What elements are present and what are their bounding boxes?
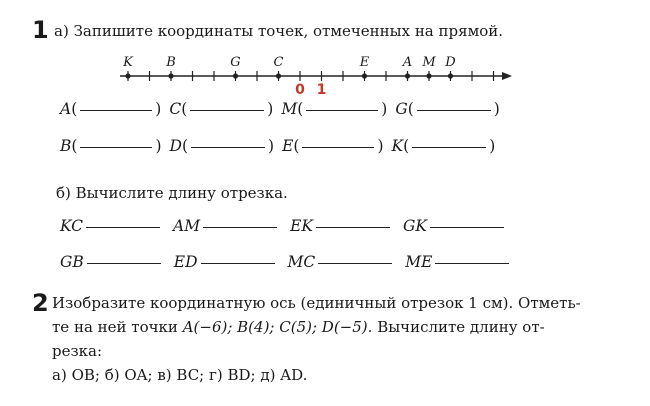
coord-label-E: E [282, 137, 294, 155]
task2-line-3: резка: [52, 342, 103, 360]
coord-row-2: B ( ) D ( ) E ( ) K ( ) [60, 137, 496, 155]
point-label-B: B [166, 55, 176, 70]
point-D [448, 73, 453, 78]
point-E [362, 73, 367, 78]
point-label-A: A [402, 55, 413, 70]
blank-KC[interactable] [86, 227, 160, 228]
blank-ME[interactable] [435, 263, 509, 264]
point-C [276, 73, 281, 78]
coord-label-D: D [169, 137, 182, 155]
blank-GB[interactable] [87, 263, 161, 264]
segment-ED: ED [173, 253, 198, 271]
point-M [426, 73, 431, 78]
segment-AM: AM [173, 217, 201, 235]
task2-part-a: а) OB; [52, 366, 100, 384]
task2-part-e: д) AD. [260, 366, 308, 384]
blank-GK[interactable] [430, 227, 504, 228]
blank-A[interactable] [80, 110, 152, 111]
point-label-E: E [359, 55, 370, 70]
segment-KC: KC [60, 217, 84, 235]
blank-AM[interactable] [203, 227, 277, 228]
blank-E[interactable] [302, 147, 374, 148]
blank-C[interactable] [190, 110, 264, 111]
coord-row-1: A ( ) C ( ) M ( ) G ( ) [60, 100, 500, 118]
segment-MC: MC [287, 253, 316, 271]
task2-line-4 [52, 366, 307, 384]
segment-GB: GB [60, 253, 84, 271]
point-A [405, 73, 410, 78]
blank-EK[interactable] [316, 227, 390, 228]
task-number-1: 1 [32, 16, 49, 44]
one-label: 1 [316, 82, 327, 98]
task2-line-1: Изобразите координатную ось (единичный отрезок 1 см). Отметь- [52, 294, 581, 312]
task2-part-d: г) BD; [209, 366, 256, 384]
segments-row-1 [60, 217, 507, 235]
zero-label: 0 [295, 82, 305, 98]
blank-MC[interactable] [318, 263, 392, 264]
coord-label-C: C [169, 100, 182, 118]
blank-ED[interactable] [201, 263, 275, 264]
blank-K[interactable] [412, 147, 486, 148]
blank-G[interactable] [417, 110, 491, 111]
blank-B[interactable] [80, 147, 152, 148]
coord-label-B: B [60, 137, 72, 155]
point-label-G: G [230, 55, 241, 70]
number-line-arrow-icon [502, 72, 512, 80]
point-G [233, 73, 238, 78]
coord-label-A: A [60, 100, 72, 118]
task2-line-2-pre: те на ней точки [52, 318, 183, 336]
point-label-C: C [273, 55, 284, 70]
point-B [168, 73, 173, 78]
task1-instruction-b: б) Вычислите длину отрезка. [56, 184, 288, 202]
point-label-K: K [123, 55, 133, 70]
task2-part-b: б) OA; [104, 366, 153, 384]
coord-label-M: M [281, 100, 298, 118]
task2-line-2-post: Вычислите длину от- [372, 318, 545, 336]
task-number-2: 2 [32, 289, 49, 317]
segments-row-2 [60, 253, 512, 271]
blank-D[interactable] [191, 147, 265, 148]
point-label-M: M [422, 55, 436, 70]
coord-label-G: G [395, 100, 408, 118]
point-K [125, 73, 130, 78]
task2-part-c: в) BC; [157, 366, 205, 384]
task2-points: A(−6); B(4); C(5); D(−5). [182, 318, 373, 336]
point-label-D: D [445, 55, 456, 70]
task1-instruction-a: а) Запишите координаты точек, отмеченных на прямой. [54, 22, 504, 40]
blank-M[interactable] [306, 110, 378, 111]
segment-ME: ME [405, 253, 433, 271]
segment-EK: EK [290, 217, 314, 235]
task2-line-2 [52, 318, 545, 336]
coord-label-K: K [391, 137, 404, 155]
segment-GK: GK [403, 217, 427, 235]
